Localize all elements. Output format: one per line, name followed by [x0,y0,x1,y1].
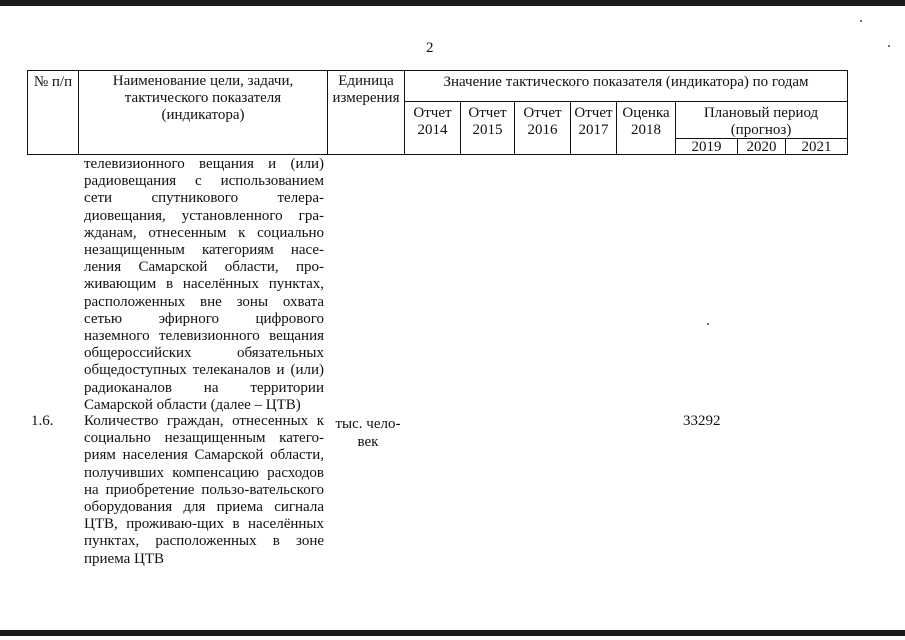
header-year-2019: 2019 [691,139,722,155]
scan-border-bottom [0,630,905,636]
row-1-6-unit: тыс. чело-век [335,416,401,450]
scan-speck [707,323,709,325]
header-year-2015: Отчет 2015 [468,105,507,138]
scan-speck [860,20,862,22]
header-border-right [847,70,848,155]
row-1-6-number: 1.6. [31,413,54,429]
scan-speck [888,45,890,47]
header-year-2018: Оценка 2018 [622,105,670,138]
scan-border-top [0,0,905,6]
header-unit: Единица измерения [332,73,400,106]
header-num: № п/п [33,74,73,90]
sep-num-name [78,70,79,155]
header-year-2017: Отчет 2017 [574,105,613,138]
header-year-2020: 2020 [746,139,777,155]
table-header [27,70,848,155]
page-number: 2 [426,40,434,56]
values-caption-underline [404,101,848,102]
header-year-2016: Отчет 2016 [523,105,562,138]
header-border-top [27,70,848,71]
header-year-2021: 2021 [801,139,832,155]
header-values: Значение тактического показателя (индикатора) по годам [443,74,809,90]
header-plan-period: Плановый период (прогноз) [703,105,819,138]
header-year-2014: Отчет 2014 [413,105,452,138]
row-continuation-text: телевизионного вещания и (или) радиовещания с использованием сети спутникового телера-диовещания, установленного гра-жданам, отнесенным к социально незащищенным категориям насе-ления Самарской области, про-живающим в населённых пунктах, расположенных вне зоны охвата сетью эфирного цифрового наземного телевизионного вещания общероссийских обязательных общедоступных телеканалов и (или) радиоканалов на территории Самарской области (далее – ЦТВ) [84,156,324,413]
row-1-6-value: 33292 [683,413,721,429]
row-1-6-text: Количество граждан, отнесенных к социально незащищенным катего-риям населения Самарской области, получивших компенсацию расходов на приобретение пользо-вательского оборудования для приема сигнала ЦТВ, проживаю-щих в населённых пунктах, расположенных в зоне приема ЦТВ [84,413,324,567]
header-name: Наименование цели, задачи, тактического показателя (индикатора) [112,73,294,123]
